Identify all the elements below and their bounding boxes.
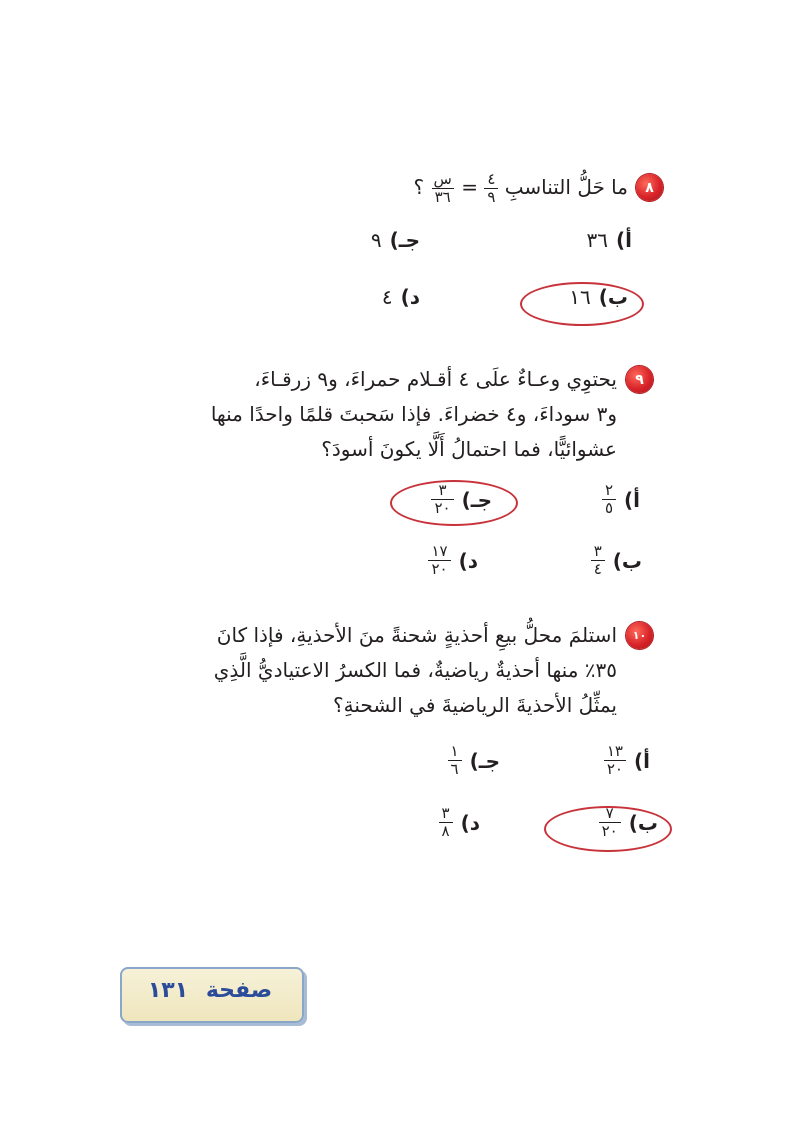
answer-circle xyxy=(520,282,644,326)
option-d[interactable]: د) $\frac{٣}{٨}$ xyxy=(439,805,480,840)
question-10-text xyxy=(214,618,617,723)
option-c[interactable]: جـ) $\frac{٣}{٢٠}$ xyxy=(431,482,492,517)
fraction: $\frac{١}{٦}$ xyxy=(448,743,462,778)
fraction-right: $\frac{\text{س}}{٣٦}$ xyxy=(433,170,452,206)
fraction-left: $\frac{٤}{٩}$ xyxy=(484,171,498,206)
question-8-text xyxy=(414,170,628,206)
option-c[interactable]: جـ) ٩ xyxy=(370,228,420,252)
option-c[interactable]: جـ) $\frac{١}{٦}$ xyxy=(448,743,500,778)
question-10-line-3: يمثِّلُ الأحذيةَ الرياضيةَ في الشحنةِ؟ xyxy=(333,693,617,717)
fraction: $\frac{٣}{٢٠}$ xyxy=(431,482,453,517)
option-a[interactable]: أ) $\frac{١٣}{٢٠}$ xyxy=(604,743,650,778)
option-b[interactable]: ب) $\frac{٣}{٤}$ xyxy=(591,543,642,578)
option-d[interactable]: د) ٤ xyxy=(381,285,420,309)
page-number: ١٣١ xyxy=(147,978,189,1003)
option-a[interactable]: أ) ٣٦ xyxy=(586,228,632,252)
question-number-badge: ٩ xyxy=(626,366,653,393)
equals-sign: = xyxy=(461,175,478,199)
question-number-badge: ٨ xyxy=(636,174,663,201)
option-d[interactable]: د) $\frac{١٧}{٢٠}$ xyxy=(428,543,478,578)
answer-circle xyxy=(544,806,672,852)
fraction: $\frac{٧}{٢٠}$ xyxy=(599,805,621,840)
option-b[interactable]: ب) ١٦ xyxy=(569,285,628,309)
question-10-line-2: ٣٥٪ منها أحذيةٌ رياضيةٌ، فما الكسرُ الاعتياديُّ الَّذِي xyxy=(213,658,617,682)
page-number-label xyxy=(122,978,298,1003)
question-9-line-2: و٣ سوداءَ، و٤ خضراءَ. فإذا سَحبتَ قلمًا واحدًا منها xyxy=(210,402,617,426)
answer-circle xyxy=(390,480,518,526)
question-8-prompt: ما حَلُّ التناسبِ xyxy=(504,175,628,199)
fraction: $\frac{١٣}{٢٠}$ xyxy=(604,743,626,778)
question-9-text xyxy=(211,362,617,467)
page-word: صفحة xyxy=(205,978,273,1003)
question-number-badge: ١٠ xyxy=(626,622,653,649)
fraction: $\frac{٣}{٨}$ xyxy=(439,805,453,840)
question-9-line-3: عشوائيًّا، فما احتمالُ أَلَّا يكونَ أسودَ؟ xyxy=(321,437,617,461)
fraction: $\frac{٣}{٤}$ xyxy=(591,543,605,578)
question-mark: ؟ xyxy=(413,175,425,199)
fraction: $\frac{٢}{٥}$ xyxy=(602,482,616,517)
option-a[interactable]: أ) $\frac{٢}{٥}$ xyxy=(602,482,640,517)
fraction: $\frac{١٧}{٢٠}$ xyxy=(428,543,450,578)
option-b[interactable]: ب) $\frac{٧}{٢٠}$ xyxy=(599,805,658,840)
question-9-line-1: يحتوِي وعـاءٌ علَى ٤ أقـلام حمراءَ، و٩ زرقـاءَ، xyxy=(254,367,617,391)
question-10-line-1: استلمَ محلُّ بيعِ أحذيةٍ شحنةً منَ الأحذيةِ، فإذا كانَ xyxy=(216,623,617,647)
